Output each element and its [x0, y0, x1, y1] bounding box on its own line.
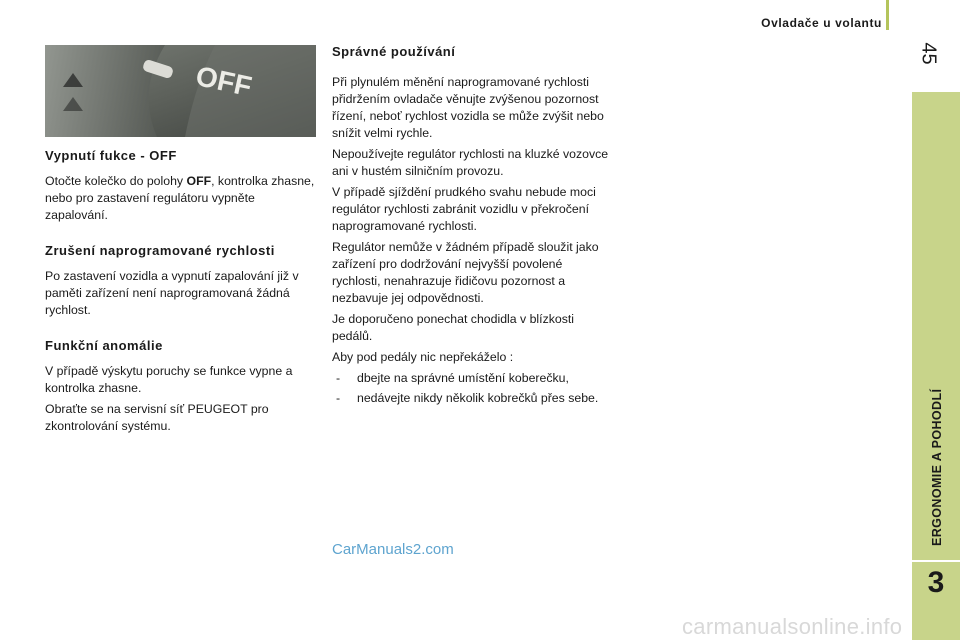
- list-item: - dbejte na správné umístění koberečku,: [336, 371, 569, 385]
- usage-paragraph-5: Je doporučeno ponechat chodidla v blízkosti pedálů.: [332, 312, 574, 343]
- section-text-anomaly-2: Obraťte se na servisní síť PEUGEOT pro zkontrolování systému.: [45, 402, 269, 433]
- watermark-carmanuals2[interactable]: CarManuals2.com: [332, 541, 454, 558]
- section-heading-off: Vypnutí fukce - OFF: [45, 148, 177, 163]
- page-number: 45: [917, 42, 940, 65]
- control-photo: [45, 45, 316, 137]
- section-heading-reset: Zrušení naprogramované rychlosti: [45, 243, 275, 258]
- section-text-off: Otočte kolečko do polohy OFF, kontrolka zhasne, nebo pro zastavení regulátoru vypněte zapalování.: [45, 174, 315, 222]
- usage-list: [332, 370, 610, 407]
- usage-paragraph-4: Regulátor nemůže v žádném případě sloužit jako zařízení pro dodržování nejvyšší povolené rychlosti, nenahrazuje řidičovu pozornost a nezbavuje jej odpovědnosti.: [332, 240, 599, 305]
- section-text-reset: Po zastavení vozidla a vypnutí zapalování již v paměti zařízení není naprogramovaná žádná rychlost.: [45, 269, 299, 317]
- watermark-carmanualsonline: carmanualsonline.info: [682, 614, 903, 639]
- usage-paragraph-6: Aby pod pedály nic nepřekáželo :: [332, 350, 514, 364]
- chapter-label: ERGONOMIE A POHODLÍ: [930, 388, 944, 546]
- section-text-anomaly-1: V případě výskytu poruchy se funkce vypne a kontrolka zhasne.: [45, 364, 293, 395]
- photo-off-label: OFF: [193, 60, 255, 103]
- left-column: [45, 147, 317, 435]
- usage-paragraph-1: Při plynulém měnění naprogramované rychlosti přidržením ovladače věnujte zvýšenou pozornost řízení, neboť rychlost vozidla se může zvýšit nebo snížit velmi rychle.: [332, 75, 604, 140]
- right-column: [332, 43, 610, 410]
- usage-paragraph-3: V případě sjíždění prudkého svahu nebude moci regulátor rychlosti zabránit vozidlu v překročení naprogramované rychlosti.: [332, 185, 596, 233]
- section-heading-anomaly: Funkční anomálie: [45, 338, 163, 353]
- header-title: Ovladače u volantu: [761, 16, 882, 30]
- list-item: - nedávejte nikdy několik kobrečků přes sebe.: [336, 391, 599, 405]
- header-rule: [886, 0, 889, 30]
- chapter-number: 3: [927, 566, 945, 599]
- section-heading-usage: Správné používání: [332, 44, 456, 59]
- usage-paragraph-2: Nepoužívejte regulátor rychlosti na kluzké vozovce ani v hustém silničním provozu.: [332, 147, 609, 178]
